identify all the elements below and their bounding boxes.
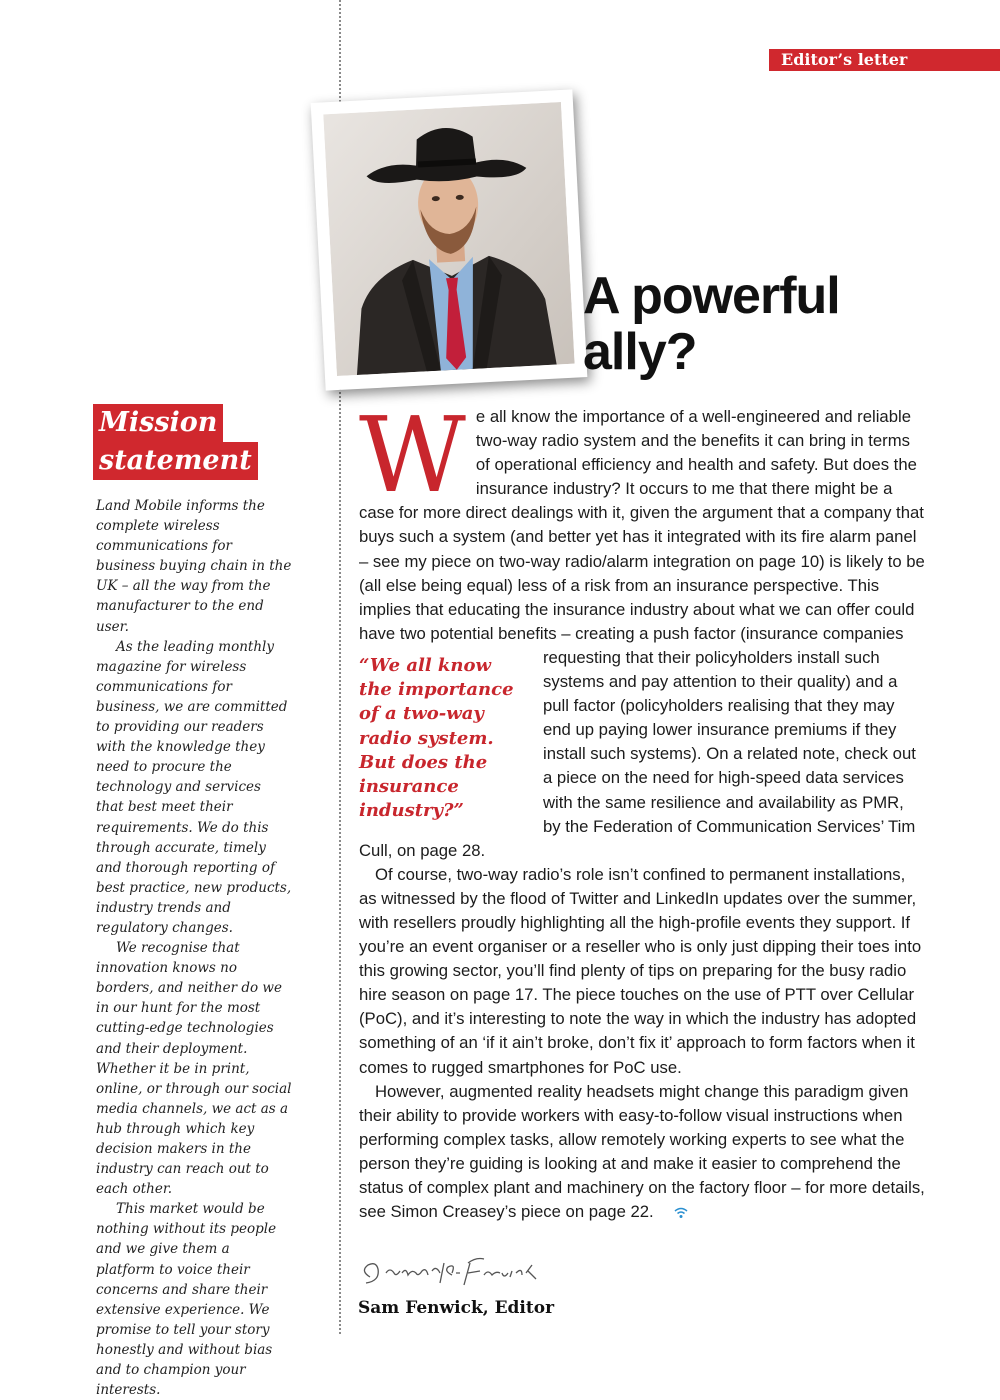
article-paragraph-1 — [359, 394, 925, 863]
editor-photo — [311, 89, 588, 390]
editor-signature — [356, 1243, 556, 1291]
pull-quote: “We all know the importance of a two-way radio system. But does the insurance industry?” — [359, 654, 514, 822]
mission-paragraph: This market would be nothing without its people and we give them a platform to voice their concerns and share their extensive experience. We promise to tell your story honestly and without bias and to champion your interests. — [96, 1201, 277, 1399]
article-paragraph-1-text-b: systems and pay attention to their quality) and a pull factor (policyholders realising that they may end up paying lower insurance premiums if they install such systems). On a related note, check out a piece on the need for high-speed data services with the same resilience and availability as PMR, by the Federation of Communication Services’ Tim Cull, on page 28. — [359, 672, 916, 860]
editor-byline: Sam Fenwick, Editor — [358, 1298, 555, 1318]
mission-paragraph: As the leading monthly magazine for wireless communications for business, we are committed to providing our readers with the knowledge they need to procure the technology and services that best meet their requirements. We do this through accurate, timely and thorough reporting of best practice, new products, industry trends and regulatory changes. — [96, 638, 292, 936]
headline-line-1: A powerful — [583, 267, 840, 325]
mission-paragraph: Land Mobile informs the complete wireless communications for business buying chain in the UK – all the way from the manufacturer to the end user. — [96, 498, 292, 635]
article-paragraph-1-text-a: e all know the importance of a well-engineered and reliable two-way radio system and the benefits it can bring in terms of operational efficiency and health and safety. But does the insurance industry? It occurs to me that there might be a case for more direct dealings with it, given the argument that a company that buys such a system (and better yet has it integrated with its fire alarm panel – see my piece on two-way radio/alarm integration on page 10) is likely to be (all else being equal) less of a risk from an insurance perspective. This implies that educating the insurance industry about what we can offer could have two potential benefits – creating a push factor (insurance companies requesting that their policyholders install such — [359, 407, 925, 667]
section-tag: Editor’s letter — [769, 49, 1000, 71]
mission-paragraph: We recognise that innovation knows no borders, and neither do we in our hunt for the most cutting-edge technologies and their deployment. Whether it be in print, online, or through our social media channels, we act as a hub through which key decision makers in the industry can reach out to each other. — [96, 940, 292, 1198]
mission-statement-body — [96, 496, 292, 1400]
headline-line-2: ally? — [583, 323, 697, 381]
wireless-signal-icon — [658, 1202, 688, 1226]
mission-title-line-1: Mission — [93, 404, 223, 442]
mission-title-line-2: statement — [93, 442, 258, 480]
mission-statement-title — [93, 404, 261, 480]
article-paragraph-2: Of course, two-way radio’s role isn’t confined to permanent installations, as witnessed by the flood of Twitter and LinkedIn updates over the summer, with resellers proudly highlighting all the high-profile events they support. If you’re an event organiser or a reseller who is only just dipping their toes into this growing sector, you’ll find plenty of tips on preparing for the busy radio hire season on page 17. The piece touches on the use of PTT over Cellular (PoC), and it’s interesting to note the way in which the industry has adopted something of an ‘if it ain’t broke, don’t fix it’ approach to form factors when it comes to rugged smartphones for PoC use. — [359, 864, 922, 1077]
editor-portrait-image — [323, 102, 574, 376]
article-paragraph-3-text: However, augmented reality headsets might change this paradigm given their ability to provide workers with easy-to-follow visual instructions when performing complex tasks, allow remotely working experts to see what the person they’re guiding is looking at and make it easier to comprehend the status of complex plant and machinery on the factory floor – for more details, see Simon Creasey’s piece on page 22. — [359, 1081, 925, 1222]
article-headline — [583, 268, 840, 380]
article-paragraph-3 — [359, 1080, 925, 1227]
article-body — [359, 394, 925, 1226]
drop-cap: W — [359, 394, 466, 516]
